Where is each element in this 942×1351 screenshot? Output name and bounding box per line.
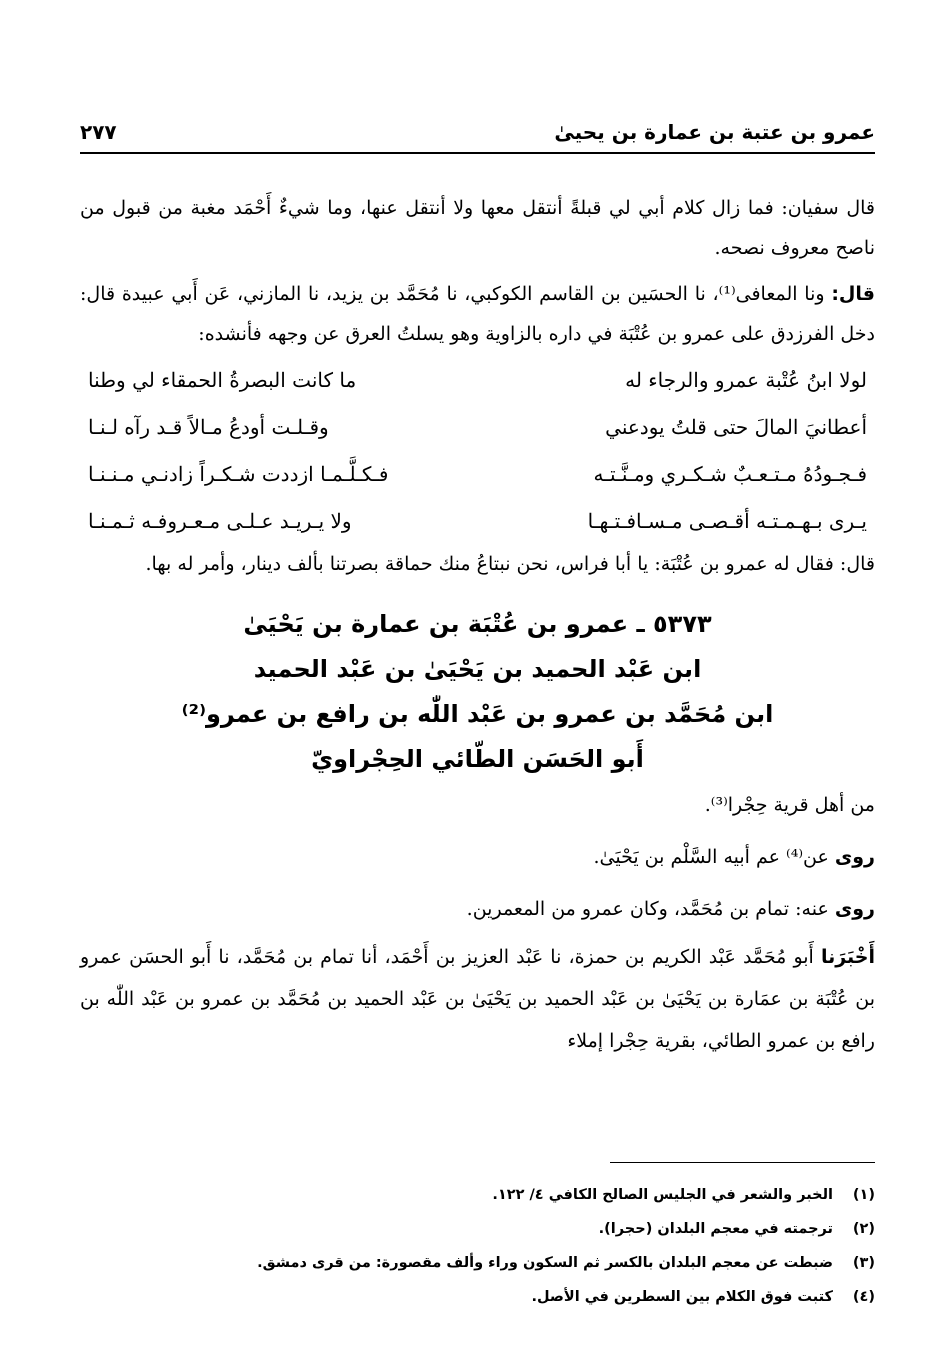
narrated-by-text: عنه: تمام بن مُحَمَّد، وكان عمرو من المعمرين.: [466, 898, 835, 920]
narrated-by-line: [80, 886, 875, 932]
isnad-text: أَبو مُحَمَّد عَبْد الكريم بن حمزة، نا عَبْد العزيز بن أَحْمَد، أنا تمام بن مُحَمَّد، نا أَبو الحسَن عمرو بن عُتْبَة بن عمَارة بن يَحْيَىٰ بن عَبْد الحميد بن يَحْيَىٰ بن عَبْد الحميد بن مُحَمَّد بن عمرو بن عَبْد اللّٰه بن رافع بن عمرو الطائي، بقرية حِجْرا إملاء: [80, 946, 875, 1052]
qala-lead: قال:: [831, 283, 875, 305]
paragraph-farazdaq-text: ونا المعافى⁽¹⁾، نا الحسَين بن القاسم الكوكبي، نا مُحَمَّد بن يزيد، نا المازني، عَن أَبي عبيدة قال: دخل الفرزدق على عمرو بن عُتْبَة في داره بالزاوية وهو يسلتُ العرق عن وجهه فأنشده:: [80, 283, 875, 345]
footnote-rule: [610, 1162, 875, 1163]
poem: [88, 356, 867, 544]
poem-second-hemistich: ولا يـريـد عـلـى مـعـروفـه ثـمـنـا: [88, 508, 352, 533]
entry-heading-line-3: ابن مُحَمَّد بن عمرو بن عَبْد اللّٰه بن رافع بن عمرو⁽²⁾: [181, 700, 774, 728]
narrated-from-line: [80, 834, 875, 880]
poem-first-hemistich: أعطانيَ المالَ حتى قلتُ يودعني: [605, 414, 867, 439]
footnote-text: ضبطت عن معجم البلدان بالكسر ثم السكون وراء وألف مقصورة: من قرى دمشق.: [257, 1255, 833, 1271]
poem-first-hemistich: لولا ابنُ عُتْبة عمرو والرجاء له: [625, 367, 867, 392]
origin-line: من أهل قرية حِجْرا⁽³⁾.: [704, 794, 875, 816]
poem-line: [88, 497, 867, 544]
paragraph-thousand-dinars: قال: فقال له عمرو بن عُتْبَة: يا أبا فراس، نحن نبتاعُ منك حماقة بصرتنا بألف دينار، وأمر له بها.: [145, 553, 875, 575]
page-body: [80, 188, 875, 1062]
entry-heading-line-1: ٥٣٧٣ ـ عمرو بن عُتْبَة بن عمارة بن يَحْيَىٰ: [243, 610, 712, 638]
footnote-text: كتبت فوق الكلام بين السطرين في الأصل.: [531, 1289, 833, 1305]
entry-heading-line-4: أَبو الحَسَن الطّائي الحِجْراويّ: [311, 745, 644, 773]
footnote: [80, 1178, 875, 1212]
akhbarana-lead: أَخْبَرَنا: [820, 946, 875, 968]
page-number: ٢٧٧: [80, 120, 117, 144]
footnote: [80, 1212, 875, 1246]
footnote: [80, 1280, 875, 1314]
entry-details: [80, 782, 875, 1062]
footnotes: [80, 1178, 875, 1314]
paragraph-farazdaq: [80, 274, 875, 354]
footnote: [80, 1246, 875, 1280]
entry-heading-line-2: ابن عَبْد الحميد بن يَحْيَىٰ بن عَبْد الحميد: [253, 655, 702, 683]
narrated-from-text: عن⁽⁴⁾ عم أبيه السَّلْم بن يَحْيَىٰ.: [593, 846, 835, 868]
footnote-number: (١): [852, 1187, 875, 1203]
poem-first-hemistich: فـجـودُهُ مـتـعـبٌ شـكـري ومـنَّـتـه: [593, 461, 867, 486]
poem-second-hemistich: ما كانت البصرةُ الحمقاء لي وطنا: [88, 367, 357, 392]
paragraph-sufyan: قال سفيان: فما زال كلام أبي لي قبلةً أنتقل معها ولا أنتقل عنها، وما شيءٌ أَحْمَد مغبة من قبول من ناصح معروف نصحه.: [80, 197, 875, 259]
footnote-text: ترجمته في معجم البلدان (حجرا).: [598, 1221, 833, 1237]
rawa-lead: روى: [834, 898, 875, 920]
footnote-number: (٣): [852, 1255, 875, 1271]
rawa-lead: روى: [834, 846, 875, 868]
page-header: [80, 118, 875, 154]
poem-line: [88, 403, 867, 450]
poem-second-hemistich: وقـلـت أودعُ مـالاً قـد رآه لـنـا: [88, 414, 329, 439]
footnote-number: (٤): [852, 1289, 875, 1305]
poem-second-hemistich: فـكـلَّـمـا ازددت شـكـراً زادنـي مـنـنـا: [88, 461, 389, 486]
entry-heading: [80, 602, 875, 782]
poem-first-hemistich: يـرى بـهـمـتـه أقـصـى مـسـافـتـهـا: [587, 508, 867, 533]
running-title: عمرو بن عتبة بن عمارة بن يحيىٰ: [554, 120, 875, 144]
footnote-number: (٢): [852, 1221, 875, 1237]
footnote-text: الخبر والشعر في الجليس الصالح الكافي ٤/ ١٢٢.: [492, 1187, 833, 1203]
poem-line: [88, 450, 867, 497]
poem-line: [88, 356, 867, 403]
isnad-paragraph: [80, 936, 875, 1062]
